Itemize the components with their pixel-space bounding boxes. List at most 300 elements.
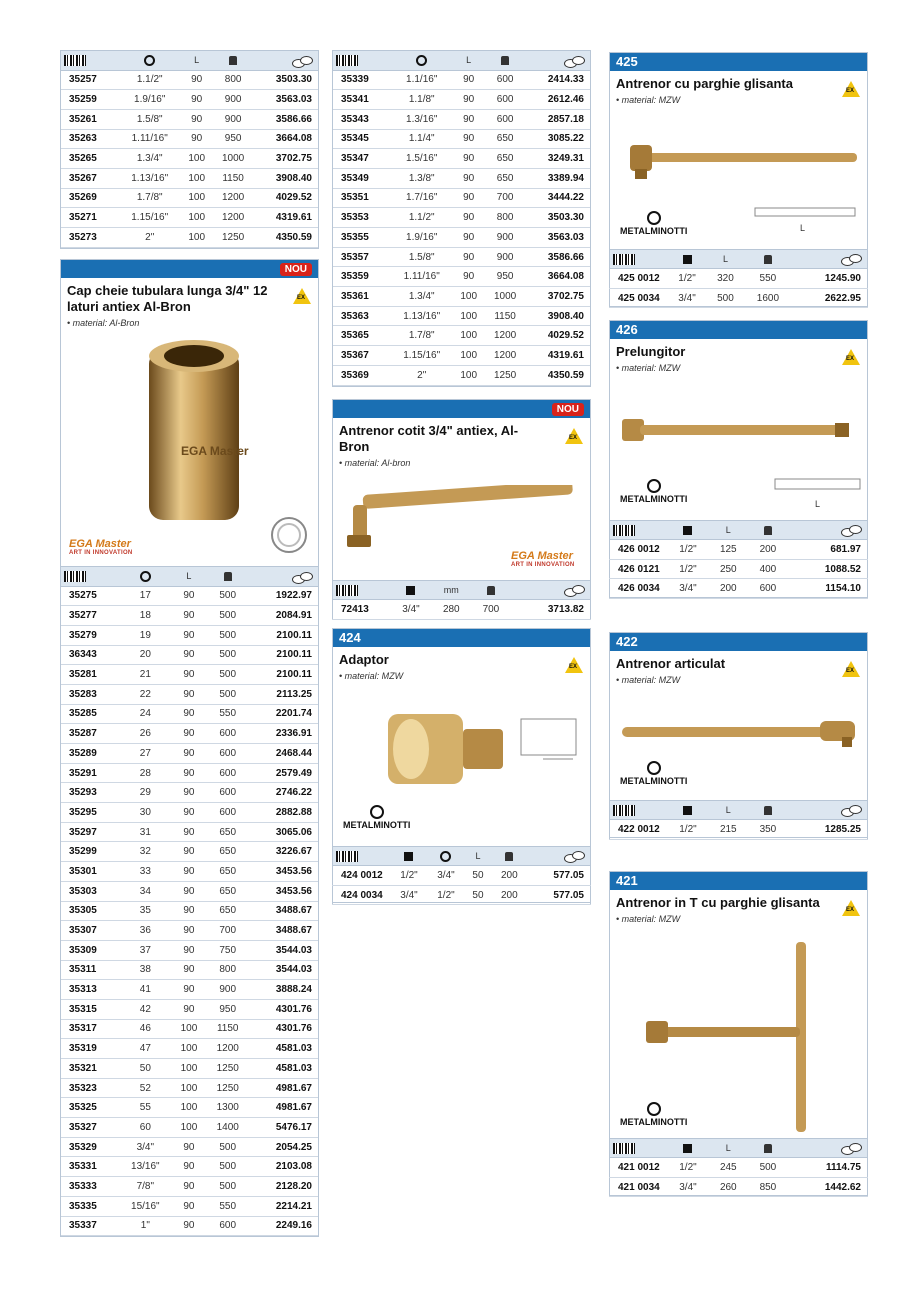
table-body xyxy=(333,70,590,385)
cell-value: 1/2" xyxy=(668,559,709,579)
cell-code: 35363 xyxy=(333,306,391,326)
material-label: • material: Al-Bron xyxy=(67,318,140,328)
cell-value: 52 xyxy=(119,1078,172,1098)
cell-price: 1285.25 xyxy=(788,820,868,840)
cell-value: 700 xyxy=(206,921,249,941)
cell-value: 90 xyxy=(452,228,484,248)
cell-value: 950 xyxy=(206,999,249,1019)
cell-value: 41 xyxy=(119,980,172,1000)
price-icon xyxy=(841,805,861,815)
cell-value: 47 xyxy=(119,1039,172,1059)
extension-bar-image xyxy=(610,391,869,491)
table-row xyxy=(333,208,590,228)
table-row xyxy=(61,980,318,1000)
cell-price: 3065.06 xyxy=(249,822,318,842)
cell-value: 900 xyxy=(485,247,525,267)
cell-price: 4029.52 xyxy=(525,326,590,346)
table-row xyxy=(333,247,590,267)
cell-value: 50 xyxy=(464,866,491,886)
material-label: • material: MZW xyxy=(339,671,404,681)
table-row xyxy=(61,783,318,803)
cell-value: 1250 xyxy=(206,1059,249,1079)
cell-value: 1.3/16" xyxy=(391,109,452,129)
table-row xyxy=(61,1118,318,1138)
cell-value: 1250 xyxy=(206,1078,249,1098)
cell-value: 600 xyxy=(206,763,249,783)
cell-value: 35 xyxy=(119,901,172,921)
cell-value: 100 xyxy=(172,1098,207,1118)
weight-icon xyxy=(505,852,513,861)
cell-price: 3664.08 xyxy=(253,129,318,149)
cell-value: 200 xyxy=(708,579,748,599)
cell-price: 3702.75 xyxy=(525,287,590,307)
cell-code: 424 0034 xyxy=(333,885,391,905)
cell-value: 90 xyxy=(180,70,212,90)
cell-value: 260 xyxy=(708,1177,748,1197)
cell-value: 90 xyxy=(452,149,484,169)
cell-value: 550 xyxy=(206,704,249,724)
cell-value: 1.9/16" xyxy=(391,228,452,248)
ega-master-logo: EGA Master ART IN INNOVATION xyxy=(69,538,133,556)
cell-value: 90 xyxy=(172,940,207,960)
cell-value: 125 xyxy=(708,540,748,560)
square-drive-icon xyxy=(406,586,415,595)
table-row xyxy=(610,559,868,579)
weight-icon xyxy=(487,586,495,595)
barcode-icon xyxy=(336,851,358,862)
cell-value: 1/2" xyxy=(668,1158,709,1178)
cell-code: 35327 xyxy=(61,1118,119,1138)
cell-code: 35365 xyxy=(333,326,391,346)
material-label: • material: MZW xyxy=(616,95,681,105)
cell-value: 1200 xyxy=(485,346,525,366)
cell-price: 2214.21 xyxy=(249,1196,318,1216)
table-row xyxy=(610,820,868,840)
cell-value: 3/4" xyxy=(668,288,707,308)
table-row xyxy=(61,1157,318,1177)
cell-value: 1150 xyxy=(485,306,525,326)
cell-value: 1000 xyxy=(213,149,253,169)
cell-code: 425 0012 xyxy=(610,269,668,289)
cell-code: 35311 xyxy=(61,960,119,980)
cell-value: 200 xyxy=(748,540,788,560)
cell-value: 90 xyxy=(172,684,207,704)
table-row xyxy=(61,763,318,783)
material-label: • material: MZW xyxy=(616,914,681,924)
cell-value: 90 xyxy=(172,901,207,921)
cell-value: 2" xyxy=(119,228,180,248)
cell-value: 100 xyxy=(172,1118,207,1138)
table-row xyxy=(333,365,590,385)
table-row xyxy=(333,168,590,188)
table-row xyxy=(61,901,318,921)
cell-value: 90 xyxy=(172,1196,207,1216)
table-row xyxy=(333,600,591,620)
cell-price: 3503.30 xyxy=(253,70,318,90)
cell-price: 577.05 xyxy=(527,866,590,886)
cell-value: 100 xyxy=(172,1039,207,1059)
cell-code: 35275 xyxy=(61,586,119,606)
table-row xyxy=(333,149,590,169)
cell-value: 50 xyxy=(119,1059,172,1079)
cell-price: 3453.56 xyxy=(249,881,318,901)
table-row xyxy=(61,744,318,764)
cell-price: 1442.62 xyxy=(788,1177,868,1197)
cell-value: 90 xyxy=(172,744,207,764)
cell-code: 426 0121 xyxy=(610,559,668,579)
cell-value: 90 xyxy=(172,704,207,724)
ex-warning-icon: EX xyxy=(565,657,583,673)
cell-value: 90 xyxy=(172,842,207,862)
cell-value: 27 xyxy=(119,744,172,764)
cell-value: 90 xyxy=(452,208,484,228)
table-body xyxy=(610,1158,868,1197)
cell-code: 35359 xyxy=(333,267,391,287)
cell-code: 426 0034 xyxy=(610,579,668,599)
cell-value: 100 xyxy=(180,168,212,188)
cell-code: 424 0012 xyxy=(333,866,391,886)
cell-value: 1.1/16" xyxy=(391,70,452,90)
cell-value: 3/4" xyxy=(391,885,428,905)
table-row xyxy=(61,168,318,188)
metalminotti-logo: METALMINOTTI xyxy=(620,479,687,504)
cell-value: 1.9/16" xyxy=(119,90,180,110)
cell-value: 550 xyxy=(206,1196,249,1216)
table-row xyxy=(61,208,318,228)
cell-code: 35339 xyxy=(333,70,391,90)
cell-code: 35309 xyxy=(61,940,119,960)
cell-price: 3453.56 xyxy=(249,862,318,882)
cell-code: 35331 xyxy=(61,1157,119,1177)
cell-value: 100 xyxy=(172,1019,207,1039)
cell-code: 36343 xyxy=(61,645,119,665)
cell-value: 3/4" xyxy=(668,579,709,599)
table-row xyxy=(61,1216,318,1236)
cell-code: 35267 xyxy=(61,168,119,188)
sliding-bar-image xyxy=(610,123,869,223)
cell-value: 90 xyxy=(172,763,207,783)
cell-price: 2249.16 xyxy=(249,1216,318,1236)
cell-value: 800 xyxy=(213,70,253,90)
weight-icon xyxy=(764,1144,772,1153)
cell-value: 1000 xyxy=(485,287,525,307)
new-badge: NOU xyxy=(280,263,312,276)
cell-value: 245 xyxy=(708,1158,748,1178)
cell-code: 35305 xyxy=(61,901,119,921)
cell-value: 1/2" xyxy=(668,820,709,840)
cell-price: 2468.44 xyxy=(249,744,318,764)
cell-value: 1250 xyxy=(213,228,253,248)
cell-code: 35343 xyxy=(333,109,391,129)
product-panel-426 xyxy=(609,320,868,598)
cell-value: 90 xyxy=(172,980,207,1000)
cell-price: 3488.67 xyxy=(249,901,318,921)
cell-price: 3563.03 xyxy=(525,228,590,248)
cell-value: 600 xyxy=(206,783,249,803)
cell-code: 35319 xyxy=(61,1039,119,1059)
cell-code: 35333 xyxy=(61,1177,119,1197)
cell-value: 24 xyxy=(119,704,172,724)
cell-code: 35353 xyxy=(333,208,391,228)
table-row xyxy=(61,1196,318,1216)
cell-value: 250 xyxy=(708,559,748,579)
cell-value: 900 xyxy=(213,90,253,110)
table-row xyxy=(61,862,318,882)
cell-value: 100 xyxy=(180,208,212,228)
table-row xyxy=(61,606,318,626)
cell-price: 2100.11 xyxy=(249,665,318,685)
cell-value: 90 xyxy=(172,1177,207,1197)
cell-code: 35315 xyxy=(61,999,119,1019)
ex-warning-icon: EX xyxy=(842,900,860,916)
cell-value: 650 xyxy=(485,129,525,149)
cell-value: 100 xyxy=(172,1078,207,1098)
cell-code: 35293 xyxy=(61,783,119,803)
cell-value: 1.15/16" xyxy=(119,208,180,228)
table-row xyxy=(61,803,318,823)
weight-icon xyxy=(501,56,509,65)
cell-value: 3/4" xyxy=(119,1137,172,1157)
cell-value: 1.3/8" xyxy=(391,168,452,188)
cell-value: 1.15/16" xyxy=(391,346,452,366)
cell-price: 4319.61 xyxy=(525,346,590,366)
table-row xyxy=(333,866,591,886)
square-drive-icon xyxy=(683,526,692,535)
table-row xyxy=(610,1177,868,1197)
table-row xyxy=(61,109,318,129)
cell-code: 35289 xyxy=(61,744,119,764)
cell-price: 2857.18 xyxy=(525,109,590,129)
table-row xyxy=(61,724,318,744)
cell-value: 200 xyxy=(491,866,527,886)
metalminotti-logo: METALMINOTTI xyxy=(620,761,687,786)
cell-value: 500 xyxy=(748,1158,788,1178)
panel-number: 426 xyxy=(610,321,867,339)
cell-value: 500 xyxy=(206,684,249,704)
cell-value: 42 xyxy=(119,999,172,1019)
table-row xyxy=(61,822,318,842)
cell-value: 280 xyxy=(431,600,471,620)
table-row xyxy=(610,288,868,308)
square-drive-icon xyxy=(683,255,692,264)
cell-value: 1.1/2" xyxy=(119,70,180,90)
cell-value: 50 xyxy=(464,885,491,905)
cell-value: 90 xyxy=(452,70,484,90)
length-header: L xyxy=(452,51,484,70)
cell-value: 1.13/16" xyxy=(119,168,180,188)
cell-value: 55 xyxy=(119,1098,172,1118)
cell-value: 800 xyxy=(485,208,525,228)
table-row xyxy=(61,1177,318,1197)
cell-value: 31 xyxy=(119,822,172,842)
cell-code: 35349 xyxy=(333,168,391,188)
cell-price: 4350.59 xyxy=(253,228,318,248)
socket-table-2 xyxy=(332,50,591,387)
table-row xyxy=(61,921,318,941)
price-icon xyxy=(841,1143,861,1153)
cell-code: 35269 xyxy=(61,188,119,208)
cell-value: 1.1/2" xyxy=(391,208,452,228)
cell-value: 22 xyxy=(119,684,172,704)
table-body xyxy=(610,540,868,599)
cell-value: 650 xyxy=(485,168,525,188)
cell-code: 35345 xyxy=(333,129,391,149)
cell-value: 650 xyxy=(206,862,249,882)
cell-code: 35283 xyxy=(61,684,119,704)
table-row xyxy=(61,70,318,90)
cell-value: 100 xyxy=(452,326,484,346)
cell-code: 35351 xyxy=(333,188,391,208)
cell-code: 35301 xyxy=(61,862,119,882)
weight-icon xyxy=(229,56,237,65)
cell-value: 100 xyxy=(452,365,484,385)
table-row xyxy=(610,540,868,560)
cell-value: 100 xyxy=(452,346,484,366)
cell-value: 3/4" xyxy=(427,866,464,886)
cell-price: 3908.40 xyxy=(525,306,590,326)
cell-value: 100 xyxy=(452,306,484,326)
cell-value: 90 xyxy=(180,109,212,129)
weight-icon xyxy=(224,572,232,581)
adaptor-image xyxy=(333,699,592,809)
cell-code: 421 0034 xyxy=(610,1177,668,1197)
cell-value: 18 xyxy=(119,606,172,626)
cell-value: 600 xyxy=(485,70,525,90)
cell-value: 1300 xyxy=(206,1098,249,1118)
ex-warning-icon: EX xyxy=(842,81,860,97)
cell-price: 3664.08 xyxy=(525,267,590,287)
cell-value: 1.7/8" xyxy=(391,326,452,346)
cell-value: 650 xyxy=(206,881,249,901)
cell-price: 4029.52 xyxy=(253,188,318,208)
cell-value: 1.5/8" xyxy=(119,109,180,129)
barcode-icon xyxy=(64,571,86,582)
cell-price: 4981.67 xyxy=(249,1098,318,1118)
cell-value: 1" xyxy=(119,1216,172,1236)
material-label: • material: MZW xyxy=(616,675,681,685)
cell-value: 3/4" xyxy=(391,600,432,620)
product-panel-422 xyxy=(609,632,868,838)
cell-code: 35261 xyxy=(61,109,119,129)
price-icon xyxy=(841,525,861,535)
cell-price: 4301.76 xyxy=(249,1019,318,1039)
cell-price: 4319.61 xyxy=(253,208,318,228)
ring-icon xyxy=(440,851,451,862)
cell-value: 100 xyxy=(172,1059,207,1079)
cell-value: 2" xyxy=(391,365,452,385)
table-row xyxy=(61,881,318,901)
cell-value: 15/16" xyxy=(119,1196,172,1216)
panel-number: 424 xyxy=(333,629,590,647)
cell-price: 1245.90 xyxy=(791,269,867,289)
cell-value: 90 xyxy=(172,586,207,606)
cell-price: 3503.30 xyxy=(525,208,590,228)
cell-value: 1/2" xyxy=(427,885,464,905)
cell-value: 20 xyxy=(119,645,172,665)
cell-price: 4981.67 xyxy=(249,1078,318,1098)
cell-code: 426 0012 xyxy=(610,540,668,560)
cell-price: 1088.52 xyxy=(788,559,868,579)
cell-price: 1154.10 xyxy=(788,579,868,599)
cell-value: 33 xyxy=(119,862,172,882)
length-header: L xyxy=(180,51,212,70)
cell-code: 35263 xyxy=(61,129,119,149)
product-title: Cap cheie tubulara lunga 3/4" 12 laturi antiex Al-Bron xyxy=(67,283,268,314)
ring-icon xyxy=(416,55,427,66)
table-row xyxy=(610,269,868,289)
cell-value: 100 xyxy=(180,228,212,248)
cell-value: 100 xyxy=(180,188,212,208)
cell-value: 46 xyxy=(119,1019,172,1039)
cell-value: 400 xyxy=(748,559,788,579)
table-row xyxy=(61,149,318,169)
cell-value: 17 xyxy=(119,586,172,606)
cell-value: 1.3/4" xyxy=(391,287,452,307)
cell-value: 90 xyxy=(172,606,207,626)
cell-value: 26 xyxy=(119,724,172,744)
cell-price: 2622.95 xyxy=(791,288,867,308)
cell-price: 5476.17 xyxy=(249,1118,318,1138)
cell-price: 4350.59 xyxy=(525,365,590,385)
cell-value: 90 xyxy=(172,803,207,823)
table-row xyxy=(61,129,318,149)
cell-value: 21 xyxy=(119,665,172,685)
cell-price: 2746.22 xyxy=(249,783,318,803)
metalminotti-logo: METALMINOTTI xyxy=(343,805,410,830)
cell-price: 3702.75 xyxy=(253,149,318,169)
length-header: L xyxy=(464,847,491,866)
cell-value: 500 xyxy=(206,586,249,606)
cell-value: 1/2" xyxy=(668,540,709,560)
table-row xyxy=(61,1019,318,1039)
cell-code: 35277 xyxy=(61,606,119,626)
square-drive-icon xyxy=(683,806,692,815)
cell-value: 200 xyxy=(491,885,527,905)
cell-code: 35347 xyxy=(333,149,391,169)
cell-value: 90 xyxy=(172,1137,207,1157)
cell-code: 35279 xyxy=(61,625,119,645)
cell-value: 500 xyxy=(206,665,249,685)
product-panel-424 xyxy=(332,628,591,903)
cell-code: 35281 xyxy=(61,665,119,685)
cell-price: 3249.31 xyxy=(525,149,590,169)
table-row xyxy=(61,960,318,980)
table-row xyxy=(61,228,318,248)
barcode-icon xyxy=(61,51,119,70)
cell-value: 90 xyxy=(452,90,484,110)
socket-mark: EGA Master xyxy=(181,444,249,458)
cell-value: 600 xyxy=(485,109,525,129)
cell-value: 500 xyxy=(707,288,745,308)
product-panel-421 xyxy=(609,871,868,1196)
cell-price: 577.05 xyxy=(527,885,590,905)
cell-code: 35287 xyxy=(61,724,119,744)
table-row xyxy=(61,842,318,862)
cell-value: 38 xyxy=(119,960,172,980)
metalminotti-logo: METALMINOTTI xyxy=(620,211,687,236)
barcode-icon xyxy=(613,805,635,816)
table-row xyxy=(61,940,318,960)
cell-price: 2103.08 xyxy=(249,1157,318,1177)
table-row xyxy=(333,228,590,248)
cell-code: 35265 xyxy=(61,149,119,169)
barcode-icon xyxy=(336,55,358,66)
cell-value: 28 xyxy=(119,763,172,783)
cell-price: 3389.94 xyxy=(525,168,590,188)
cell-price: 4581.03 xyxy=(249,1039,318,1059)
square-drive-icon xyxy=(404,852,413,861)
cell-value: 1.5/16" xyxy=(391,149,452,169)
